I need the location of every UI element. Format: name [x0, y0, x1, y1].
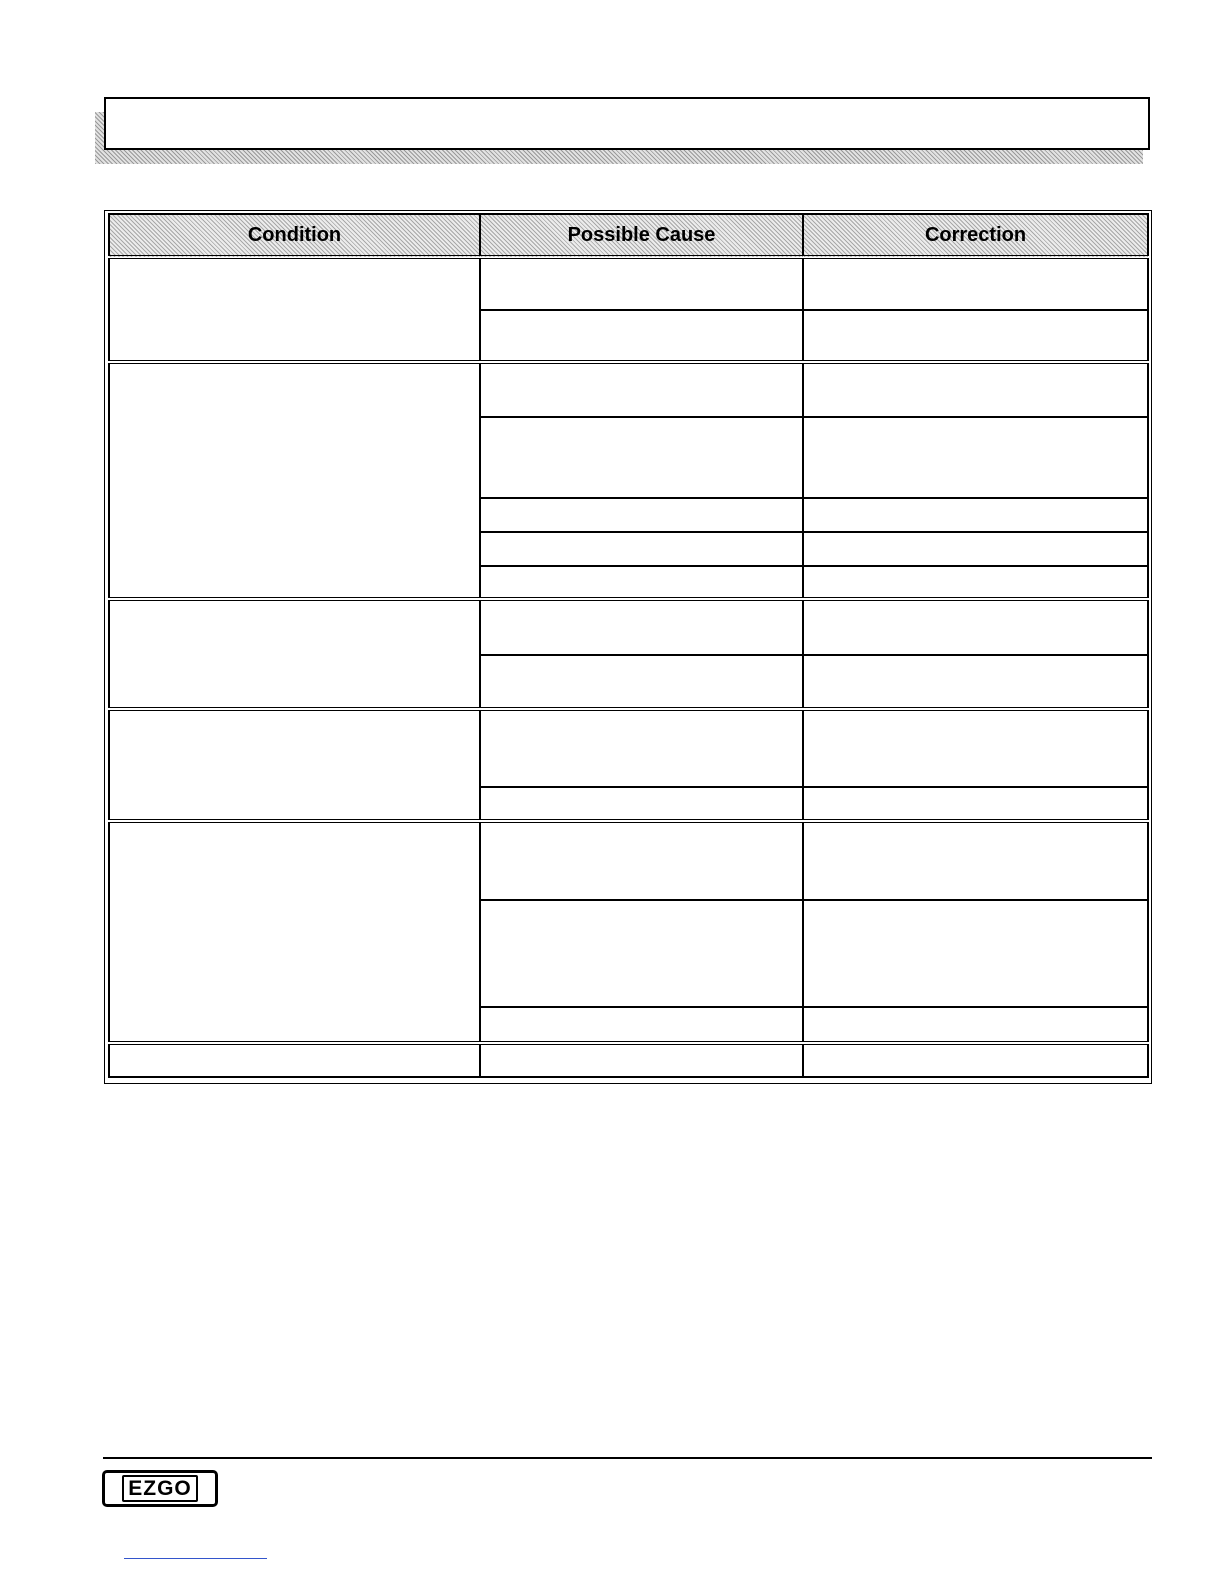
correction-cell [803, 417, 1148, 498]
ezgo-logo [102, 1470, 218, 1507]
cause-cell [480, 1043, 803, 1077]
correction-cell [803, 310, 1148, 362]
cause-cell [480, 532, 803, 566]
condition-cell [109, 821, 480, 1043]
cause-cell [480, 417, 803, 498]
header-correction: Correction [803, 214, 1148, 257]
correction-cell [803, 257, 1148, 310]
condition-cell [109, 709, 480, 821]
cause-cell [480, 1007, 803, 1043]
ezgo-logo-text: EZGO [122, 1475, 198, 1502]
table-header-row [109, 214, 1148, 257]
cause-cell [480, 787, 803, 821]
correction-cell [803, 498, 1148, 532]
header-possible-cause: Possible Cause [480, 214, 803, 257]
cause-cell [480, 599, 803, 655]
cause-cell [480, 566, 803, 599]
correction-cell [803, 787, 1148, 821]
cause-cell [480, 709, 803, 787]
correction-cell [803, 566, 1148, 599]
cause-cell [480, 362, 803, 417]
cause-cell [480, 310, 803, 362]
table-row [109, 709, 1148, 787]
troubleshooting-table [108, 213, 1149, 1078]
footer-link-underline[interactable] [124, 1558, 267, 1559]
correction-cell [803, 1043, 1148, 1077]
table-row [109, 821, 1148, 900]
correction-cell [803, 821, 1148, 900]
correction-cell [803, 1007, 1148, 1043]
condition-cell [109, 362, 480, 599]
correction-cell [803, 532, 1148, 566]
cause-cell [480, 257, 803, 310]
table-row [109, 362, 1148, 417]
header-condition: Condition [109, 214, 480, 257]
cause-cell [480, 655, 803, 709]
correction-cell [803, 900, 1148, 1007]
title-banner [104, 97, 1150, 150]
cause-cell [480, 498, 803, 532]
cause-cell [480, 900, 803, 1007]
correction-cell [803, 362, 1148, 417]
table-row [109, 1043, 1148, 1077]
footer-rule [103, 1457, 1152, 1459]
correction-cell [803, 709, 1148, 787]
table-row [109, 599, 1148, 655]
condition-cell [109, 599, 480, 709]
condition-cell [109, 257, 480, 362]
correction-cell [803, 599, 1148, 655]
cause-cell [480, 821, 803, 900]
correction-cell [803, 655, 1148, 709]
condition-cell [109, 1043, 480, 1077]
table-row [109, 257, 1148, 310]
